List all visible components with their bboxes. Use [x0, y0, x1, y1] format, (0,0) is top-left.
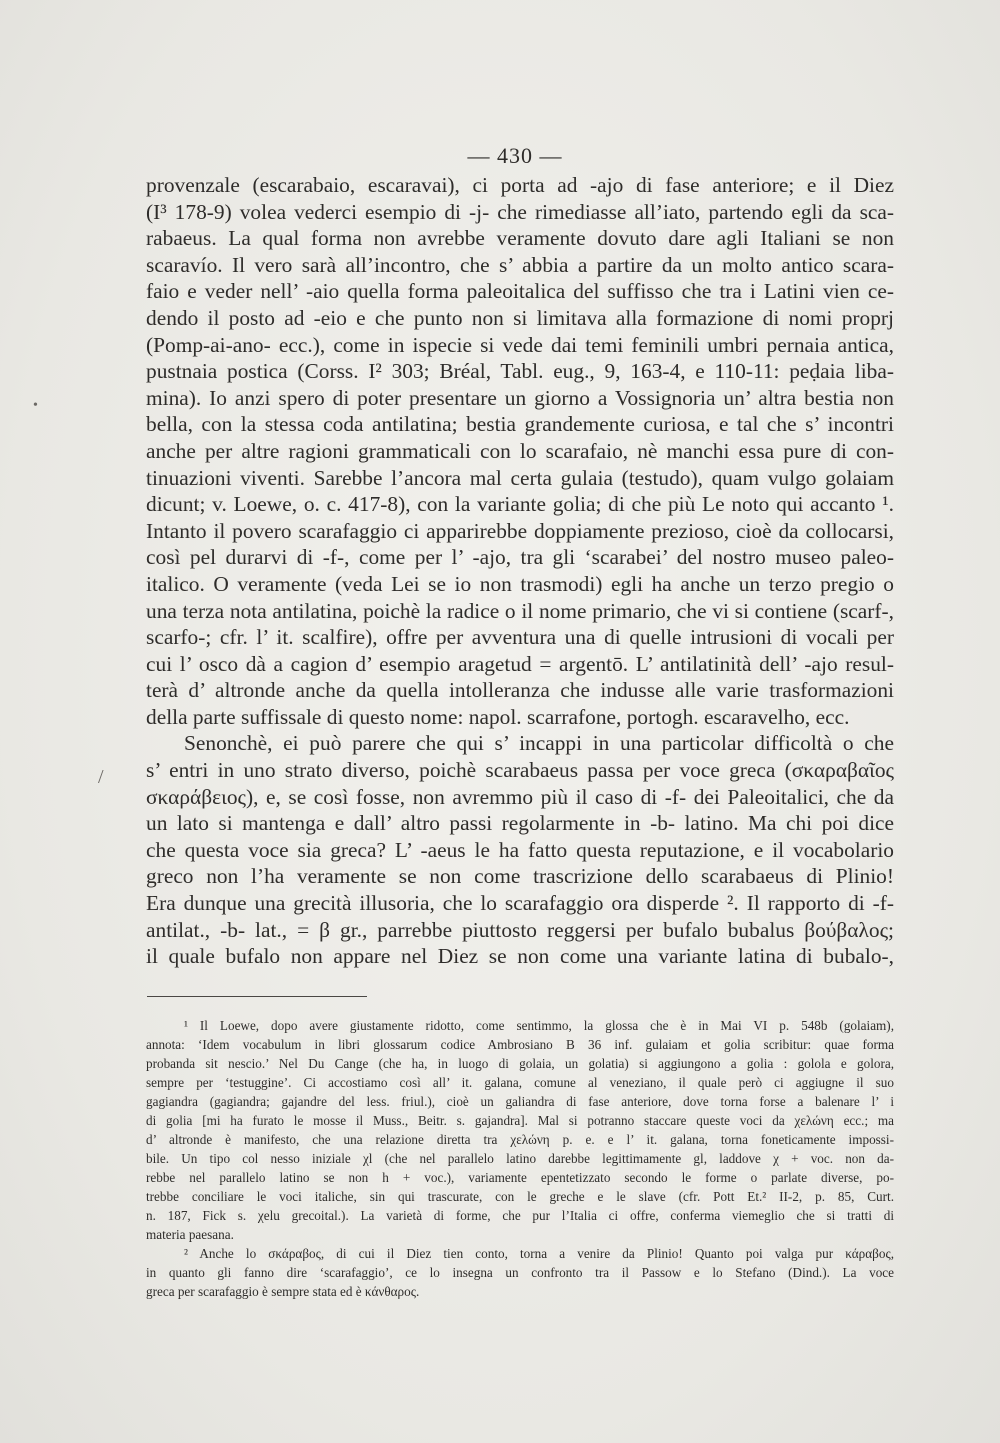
body-line: s’ entri in uno strato diverso, poichè scarabaeus passa per voce greca (σκαραβαῖος — [146, 758, 894, 783]
body-line: anche per altre ragioni grammaticali con lo scarafaio, nè manchi essa pure di con- — [146, 438, 894, 463]
page-number: — 430 — — [467, 143, 563, 168]
body-line: (Pomp-ai-ano- ecc.), come in ispecie si vede dai temi feminili umbri pernaia antica, — [146, 332, 894, 357]
margin-dot-mark: • — [33, 398, 38, 413]
footnote-line: materia paesana. — [146, 1227, 234, 1242]
body-line: mina). Io anzi spero di poter presentare un giorno a Vossignoria un’ altra bestia non — [146, 385, 894, 410]
footnote-line: rebbe nel parallelo latino se non h + voc.), variamente epentetizzato secondo le forme o parlate diverse, po- — [146, 1170, 894, 1185]
body-line: provenzale (escarabaio, escaravai), ci porta ad -ajo di fase anteriore; e il Diez — [146, 173, 894, 197]
footnote-line: gagiandra (gagiandra; gajandre del less. friul.), cioè un galiandra di fase anteriore, dove torna forse a balenare l’ i — [146, 1094, 894, 1109]
footnote-line: ¹ Il Loewe, dopo avere giustamente ridotto, come sentimmo, la glossa che è in Mai VI p. 548b (golaiam), — [184, 1018, 894, 1033]
body-text — [146, 172, 894, 970]
body-line: pustnaia postica (Corss. I² 303; Bréal, Tabl. eug., 9, 163-4, e 110-11: peḍaia liba- — [146, 359, 894, 384]
body-line: σκαράβειος), e, se così fosse, non avremmo più il caso di -f- dei Paleoitalici, che da — [146, 784, 894, 809]
body-line: che questa voce sia greca? L’ -aeus le ha fatto questa reputazione, e il vocabolario — [146, 837, 894, 862]
body-line: una terza nota antilatina, poichè la radice o il nome primario, che vi si contiene (scarf-, — [146, 598, 894, 623]
body-line: Senonchè, ei può parere che qui s’ incappi in una particolar difficoltà o che — [184, 731, 894, 756]
body-line: antilat., -b- lat., = β gr., parrebbe piuttosto reggersi per bufalo bubalus βούβαλος; — [146, 917, 894, 942]
body-line: cui l’ osco dà a cagion d’ esempio aragetud = argentō. L’ antilatinità dell’ -ajo resul- — [146, 651, 894, 676]
footnotes — [146, 1016, 894, 1301]
body-line: greco non l’ha veramente se non come trascrizione dello scarabaeus di Plinio! — [146, 864, 894, 889]
footnote-line: ² Anche lo σκάραβος, di cui il Diez tien conto, torna a venire da Plinio! Quanto poi valga pur κάραβος, — [184, 1246, 894, 1261]
body-line: faio e veder nell’ -aio quella forma paleoitalica del suffisso che tra i Latini vien ce- — [146, 279, 894, 304]
body-line: Intanto il povero scarafaggio ci apparirebbe doppiamente prezioso, cioè da collocarsi, — [146, 518, 894, 543]
footnote-separator — [147, 996, 367, 997]
footnote-line: di golia [mi ha furato le mosse il Muss., Beitr. s. gajandra]. Mal si potranno staccare queste voci da χελώνη ecc.; ma — [146, 1113, 894, 1128]
body-line: un lato si mantenga e dall’ altro passi regolarmente in -b- latino. Ma chi poi dice — [146, 811, 894, 836]
body-line: scarfo-; cfr. l’ it. scalfire), offre per avventura una di quelle intrusioni di vocali per — [146, 625, 894, 650]
body-line: bella, con la stessa coda antilatina; bestia grandemente curiosa, e tal che s’ incontri — [146, 412, 894, 437]
body-line: rabaeus. La qual forma non avrebbe veramente dovuto dare agli Italiani se non — [146, 226, 894, 251]
body-line: scaravío. Il vero sarà all’incontro, che s’ abbia a partire da un molto antico scara- — [146, 252, 894, 277]
body-line: italico. O veramente (veda Lei se io non trasmodi) egli ha anche un terzo pregio o — [146, 571, 894, 596]
body-line: terà d’ altronde anche da quella intolleranza che indusse alle varie trasformazioni — [146, 678, 894, 703]
body-line: dicunt; v. Loewe, o. c. 417-8), con la variante golia; di che più Le noto qui accanto ¹. — [146, 492, 894, 517]
body-line: tinuazioni viventi. Sarebbe l’ancora mal certa gulaia (testudo), quam vulgo golaiam — [146, 465, 894, 490]
body-line: così pel durarvi di -f-, come per l’ -ajo, tra gli ‘scarabei’ del nostro museo paleo- — [146, 545, 894, 570]
body-line: (I³ 178-9) volea vederci esempio di -j- che rimediasse all’iato, partendo egli da sca- — [146, 199, 894, 224]
body-line: della parte suffissale di questo nome: napol. scarrafone, portogh. escaravelho, ecc. — [146, 704, 850, 729]
footnote-line: greca per scarafaggio è sempre stata ed è κάνθαρος. — [146, 1284, 420, 1299]
footnote-line: trebbe conciliare le voci italiche, sin qui trascurate, con le greche e le slave (cfr. Pott Et.² II-2, p. 85, Curt. — [146, 1189, 894, 1204]
footnote-line: n. 187, Fick s. χelu grecoital.). La varietà di forme, che pur l’Italia ci offre, conferma viemeglio che si tratti di — [146, 1208, 894, 1223]
footnote-line: sempre per ‘testuggine’. Ci accostiamo così all’ it. galana, comune al veneziano, il quale però ci aggiugne il suo — [146, 1075, 894, 1090]
footnote-line: bile. Un tipo col nesso iniziale χl (che nel parallelo latino darebbe legittimamente gl, laddove χ + voc. non da- — [146, 1151, 894, 1166]
footnote-line: in quanto gli fanno dire ‘scarafaggio’, ce lo insegna un confronto tra il Passow e lo Stefano (Dind.). La voce — [146, 1265, 894, 1280]
margin-slash-mark: / — [98, 766, 104, 788]
body-line: dendo il posto ad -eio e che punto non si limitava alla formazione di nomi proprj — [146, 305, 894, 330]
body-line: il quale bufalo non appare nel Diez se non come una variante latina di bubalo-, — [146, 944, 894, 969]
footnote-line: annota: ‘Idem vocabulum in libri glossarum codice Ambrosiano B 36 inf. gulaiam et golia scribitur: quae forma — [146, 1037, 894, 1052]
footnote-line: d’ altronde è manifesto, che una relazione diretta tra χελώνη p. e. e l’ it. galana, torna foneticamente impossi- — [146, 1132, 894, 1147]
body-line: Era dunque una grecità illusoria, che lo scarafaggio ora disperde ². Il rapporto di -f- — [146, 891, 894, 916]
footnote-line: probanda sit nescio.’ Nel Du Cange (che ha, in luogo di golaia, un golatia) si aggiungono a golia : golola e golora, — [146, 1056, 894, 1071]
